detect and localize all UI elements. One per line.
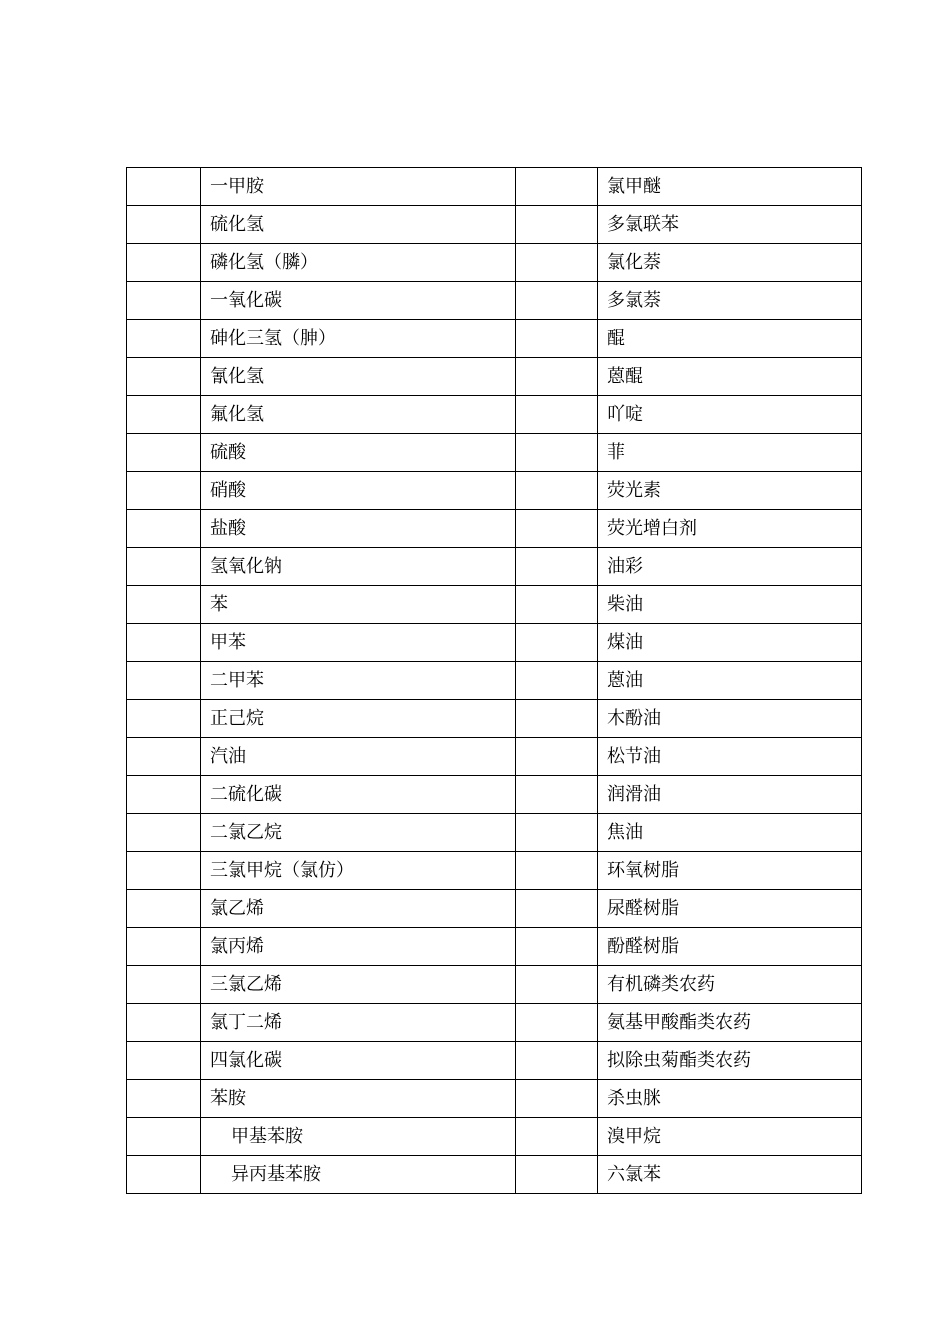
left-substance-cell: 硝酸	[201, 472, 516, 510]
right-index-cell	[516, 1118, 598, 1156]
table-row	[127, 1042, 862, 1080]
right-substance-cell: 润滑油	[598, 776, 862, 814]
left-substance-cell: 二氯乙烷	[201, 814, 516, 852]
right-index-cell	[516, 244, 598, 282]
left-index-cell	[127, 966, 201, 1004]
right-substance-cell: 煤油	[598, 624, 862, 662]
right-index-cell	[516, 1080, 598, 1118]
right-index-cell	[516, 738, 598, 776]
left-index-cell	[127, 1156, 201, 1194]
table-row	[127, 700, 862, 738]
table-row	[127, 434, 862, 472]
right-substance-cell: 有机磷类农药	[598, 966, 862, 1004]
left-substance-cell: 氰化氢	[201, 358, 516, 396]
right-index-cell	[516, 396, 598, 434]
table-row	[127, 1080, 862, 1118]
left-substance-cell: 四氯化碳	[201, 1042, 516, 1080]
left-index-cell	[127, 358, 201, 396]
right-index-cell	[516, 928, 598, 966]
right-substance-cell: 溴甲烷	[598, 1118, 862, 1156]
left-substance-cell: 氯丙烯	[201, 928, 516, 966]
table-row	[127, 814, 862, 852]
right-substance-cell: 酚醛树脂	[598, 928, 862, 966]
table-row	[127, 738, 862, 776]
right-substance-cell: 油彩	[598, 548, 862, 586]
right-substance-cell: 尿醛树脂	[598, 890, 862, 928]
left-index-cell	[127, 662, 201, 700]
right-index-cell	[516, 700, 598, 738]
right-index-cell	[516, 472, 598, 510]
right-substance-cell: 吖啶	[598, 396, 862, 434]
right-substance-cell: 菲	[598, 434, 862, 472]
left-index-cell	[127, 548, 201, 586]
right-index-cell	[516, 1156, 598, 1194]
left-substance-cell: 硫化氢	[201, 206, 516, 244]
right-substance-cell: 六氯苯	[598, 1156, 862, 1194]
left-substance-cell: 正己烷	[201, 700, 516, 738]
right-index-cell	[516, 586, 598, 624]
table-row	[127, 548, 862, 586]
left-index-cell	[127, 852, 201, 890]
left-index-cell	[127, 282, 201, 320]
right-substance-cell: 荧光素	[598, 472, 862, 510]
left-substance-cell: 氟化氢	[201, 396, 516, 434]
right-index-cell	[516, 206, 598, 244]
right-substance-cell: 氨基甲酸酯类农药	[598, 1004, 862, 1042]
left-substance-cell: 硫酸	[201, 434, 516, 472]
substance-table-body	[127, 168, 862, 1194]
table-row	[127, 966, 862, 1004]
left-index-cell	[127, 1118, 201, 1156]
left-substance-cell: 二甲苯	[201, 662, 516, 700]
right-substance-cell: 环氧树脂	[598, 852, 862, 890]
left-substance-cell: 一甲胺	[201, 168, 516, 206]
left-index-cell	[127, 168, 201, 206]
right-index-cell	[516, 434, 598, 472]
substance-table	[126, 167, 862, 1194]
right-substance-cell: 松节油	[598, 738, 862, 776]
table-row	[127, 472, 862, 510]
left-index-cell	[127, 510, 201, 548]
table-row	[127, 776, 862, 814]
right-substance-cell: 多氯萘	[598, 282, 862, 320]
table-row	[127, 206, 862, 244]
left-index-cell	[127, 320, 201, 358]
left-substance-cell: 磷化氢（膦）	[201, 244, 516, 282]
right-index-cell	[516, 662, 598, 700]
table-row	[127, 662, 862, 700]
table-row	[127, 320, 862, 358]
left-substance-cell: 苯	[201, 586, 516, 624]
left-index-cell	[127, 738, 201, 776]
left-substance-cell: 甲基苯胺	[201, 1118, 516, 1156]
right-index-cell	[516, 776, 598, 814]
left-index-cell	[127, 244, 201, 282]
left-index-cell	[127, 928, 201, 966]
right-index-cell	[516, 282, 598, 320]
right-index-cell	[516, 624, 598, 662]
left-index-cell	[127, 472, 201, 510]
left-substance-cell: 氯丁二烯	[201, 1004, 516, 1042]
left-substance-cell: 甲苯	[201, 624, 516, 662]
right-substance-cell: 拟除虫菊酯类农药	[598, 1042, 862, 1080]
table-row	[127, 624, 862, 662]
right-substance-cell: 杀虫脒	[598, 1080, 862, 1118]
left-substance-cell: 汽油	[201, 738, 516, 776]
table-row	[127, 890, 862, 928]
right-index-cell	[516, 510, 598, 548]
right-index-cell	[516, 1004, 598, 1042]
table-row	[127, 244, 862, 282]
left-index-cell	[127, 586, 201, 624]
right-index-cell	[516, 814, 598, 852]
right-index-cell	[516, 890, 598, 928]
table-row	[127, 396, 862, 434]
table-row	[127, 510, 862, 548]
left-substance-cell: 三氯甲烷（氯仿）	[201, 852, 516, 890]
left-substance-cell: 苯胺	[201, 1080, 516, 1118]
left-substance-cell: 氢氧化钠	[201, 548, 516, 586]
left-index-cell	[127, 434, 201, 472]
left-index-cell	[127, 776, 201, 814]
table-row	[127, 1156, 862, 1194]
right-substance-cell: 蒽醌	[598, 358, 862, 396]
left-substance-cell: 一氧化碳	[201, 282, 516, 320]
left-substance-cell: 盐酸	[201, 510, 516, 548]
right-substance-cell: 荧光增白剂	[598, 510, 862, 548]
left-index-cell	[127, 890, 201, 928]
table-row	[127, 1118, 862, 1156]
left-substance-cell: 二硫化碳	[201, 776, 516, 814]
table-row	[127, 586, 862, 624]
left-substance-cell: 砷化三氢（胂）	[201, 320, 516, 358]
left-index-cell	[127, 1080, 201, 1118]
right-index-cell	[516, 1042, 598, 1080]
left-substance-cell: 三氯乙烯	[201, 966, 516, 1004]
left-substance-cell: 异丙基苯胺	[201, 1156, 516, 1194]
table-row	[127, 928, 862, 966]
right-substance-cell: 多氯联苯	[598, 206, 862, 244]
table-row	[127, 1004, 862, 1042]
left-index-cell	[127, 814, 201, 852]
table-row	[127, 358, 862, 396]
right-index-cell	[516, 168, 598, 206]
table-row	[127, 852, 862, 890]
right-substance-cell: 醌	[598, 320, 862, 358]
left-substance-cell: 氯乙烯	[201, 890, 516, 928]
left-index-cell	[127, 624, 201, 662]
right-index-cell	[516, 548, 598, 586]
left-index-cell	[127, 1042, 201, 1080]
right-substance-cell: 焦油	[598, 814, 862, 852]
right-substance-cell: 氯甲醚	[598, 168, 862, 206]
right-substance-cell: 木酚油	[598, 700, 862, 738]
left-index-cell	[127, 396, 201, 434]
right-index-cell	[516, 852, 598, 890]
right-index-cell	[516, 966, 598, 1004]
right-index-cell	[516, 320, 598, 358]
right-substance-cell: 蒽油	[598, 662, 862, 700]
right-substance-cell: 柴油	[598, 586, 862, 624]
table-row	[127, 168, 862, 206]
left-index-cell	[127, 1004, 201, 1042]
table-row	[127, 282, 862, 320]
right-substance-cell: 氯化萘	[598, 244, 862, 282]
right-index-cell	[516, 358, 598, 396]
left-index-cell	[127, 206, 201, 244]
left-index-cell	[127, 700, 201, 738]
